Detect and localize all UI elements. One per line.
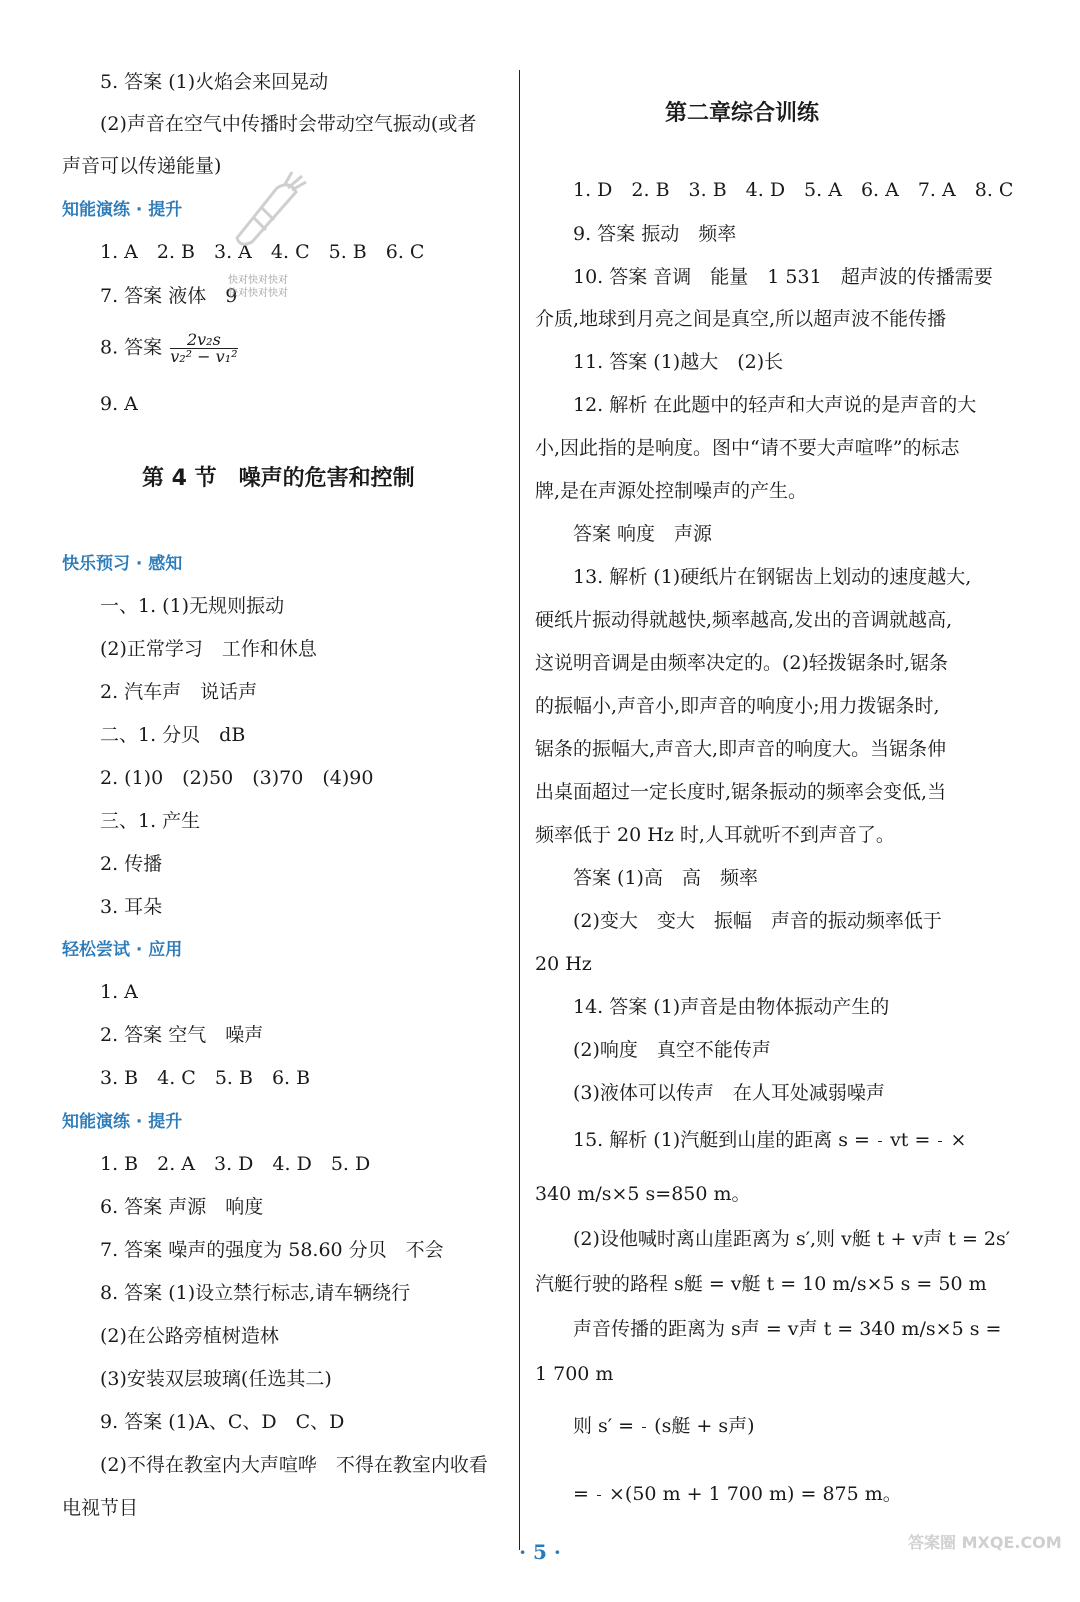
section-subheader: 轻松尝试 · 应用 [62,940,183,960]
answer-line: 三、1. 产生 [100,810,201,832]
formula-text: (s艇 + s声) [654,1415,755,1437]
answer-line: (2)响度 真空不能传声 [573,1039,771,1061]
answer-label: 8. 答案 [100,336,163,359]
answer-line-fraction [100,332,240,365]
answer-line: (2)在公路旁植树造林 [100,1325,279,1347]
fraction-half [642,1427,646,1428]
answer-line: 电视节目 [62,1497,139,1519]
answer-line: 7. 答案 液体 9 [100,285,238,307]
answer-line: 一、1. (1)无规则振动 [100,595,285,617]
chapter-title: 第二章综合训练 [665,101,820,126]
answer-line: 3. B 4. C 5. B 6. B [100,1067,311,1089]
answer-line-formula [573,1126,966,1154]
fraction-numerator [597,1495,601,1496]
fraction-numerator: 2v₂s [170,332,237,349]
fraction-half [597,1495,601,1496]
answer-line: 牌,是在声源处控制噪声的产生。 [535,480,808,502]
section-subheader: 知能演练 · 提升 [62,1112,183,1132]
answer-line: 1. B 2. A 3. D 4. D 5. D [100,1153,371,1175]
answer-line: 11. 答案 (1)越大 (2)长 [573,351,784,373]
answer-line: 20 Hz [535,953,592,975]
site-watermark [908,1530,1062,1590]
answer-line: 2. (1)0 (2)50 (3)70 (4)90 [100,767,374,789]
fraction-half [938,1141,942,1142]
answer-line: 7. 答案 噪声的强度为 58.60 分贝 不会 [100,1239,444,1261]
answer-line: (3)安装双层玻璃(任选其二) [100,1368,332,1390]
fraction-numerator [938,1141,942,1142]
answer-line: (2)设他喊时离山崖距离为 s′,则 v艇 t + v声 t = 2s′ [573,1228,1011,1250]
answer-line: (2)不得在教室内大声喧哗 不得在教室内收看 [100,1454,488,1476]
formula-text: ×(50 m + 1 700 m) = 875 m。 [609,1483,902,1505]
answer-line: 这说明音调是由频率决定的。(2)轻拨锯条时,锯条 [535,652,948,674]
answer-line: 8. 答案 (1)设立禁行标志,请车辆绕行 [100,1282,411,1304]
answer-line: 答案 响度 声源 [573,523,713,545]
answer-line: 小,因此指的是响度。图中“请不要大声喧哗”的标志 [535,437,960,459]
answer-line: 锯条的振幅大,声音大,即声音的响度大。当锯条伸 [535,738,947,760]
formula-text: vt = [890,1129,931,1151]
formula-text: 15. 解析 (1)汽艇到山崖的距离 s = [573,1129,870,1151]
formula-text: × [950,1129,967,1151]
answer-line-formula [573,1412,755,1440]
answer-line: 出桌面超过一定长度时,锯条振动的频率会变低,当 [535,781,947,803]
formula-text: 则 s′ = [573,1415,635,1437]
answer-line: 6. 答案 声源 响度 [100,1196,264,1218]
fraction-denominator: v₂² − v₁² [170,347,238,366]
answer-line-formula [573,1480,902,1508]
section-subheader: 知能演练 · 提升 [62,200,183,220]
answer-line: 10. 答案 音调 能量 1 531 超声波的传播需要 [573,266,993,288]
answer-line: (2)变大 变大 振幅 声音的振动频率低于 [573,910,942,932]
answer-line: 声音传播的距离为 s声 = v声 t = 340 m/s×5 s = [573,1318,1002,1340]
answer-line: 1. D 2. B 3. B 4. D 5. A 6. A 7. A 8. C [573,179,1014,201]
answer-line: 13. 解析 (1)硬纸片在钢锯齿上划动的速度越大, [573,566,972,588]
answer-line: 答案 (1)高 高 频率 [573,867,758,889]
answer-line: 的振幅小,声音小,即声音的响度小;用力拨锯条时, [535,695,940,717]
fraction [170,332,237,365]
answer-line: 9. 答案 振动 频率 [573,223,737,245]
answer-line: 频率低于 20 Hz 时,人耳就听不到声音了。 [535,824,895,846]
answer-line: (2)声音在空气中传播时会带动空气振动(或者 [100,113,477,135]
column-divider [519,70,520,1550]
answer-line: 声音可以传递能量) [62,155,222,177]
answer-line: 汽艇行驶的路程 s艇 = v艇 t = 10 m/s×5 s = 50 m [535,1273,987,1295]
page-number: · 5 · [519,1540,561,1564]
answer-line: 9. A [100,393,138,415]
answer-line: 1 700 m [535,1363,614,1385]
answer-line: 9. 答案 (1)A、C、D C、D [100,1411,345,1433]
answer-line: 硬纸片振动得就越快,频率越高,发出的音调就越高, [535,609,953,631]
answer-line: (2)正常学习 工作和休息 [100,638,317,660]
answer-line: 14. 答案 (1)声音是由物体振动产生的 [573,996,890,1018]
answer-line: (3)液体可以传声 在人耳处减弱噪声 [573,1082,885,1104]
answer-line: 1. A [100,981,138,1003]
answer-line: 3. 耳朵 [100,896,163,918]
answer-line: 二、1. 分贝 dB [100,724,246,746]
answer-line: 1. A 2. B 3. A 4. C 5. B 6. C [100,241,425,263]
formula-text: = [573,1483,589,1505]
fraction-numerator [878,1141,882,1142]
answer-line: 340 m/s×5 s=850 m。 [535,1183,751,1205]
watermark-text: 快对快对快对 快对快对快对 [228,275,288,299]
fraction-half [878,1141,882,1142]
section-subheader: 快乐预习 · 感知 [62,554,183,574]
fraction-numerator [642,1427,646,1428]
carrot-watermark-icon [222,168,312,248]
answer-line: 2. 答案 空气 噪声 [100,1024,264,1046]
answer-line: 介质,地球到月亮之间是真空,所以超声波不能传播 [535,308,947,330]
answer-line: 2. 传播 [100,853,163,875]
answer-line: 5. 答案 (1)火焰会来回晃动 [100,71,329,93]
watermark-site-text: 答案圈 MXQE.COM [908,1533,1062,1552]
section-title: 第 4 节 噪声的危害和控制 [142,466,415,491]
answer-line: 12. 解析 在此题中的轻声和大声说的是声音的大 [573,394,977,416]
answer-line: 2. 汽车声 说话声 [100,681,258,703]
